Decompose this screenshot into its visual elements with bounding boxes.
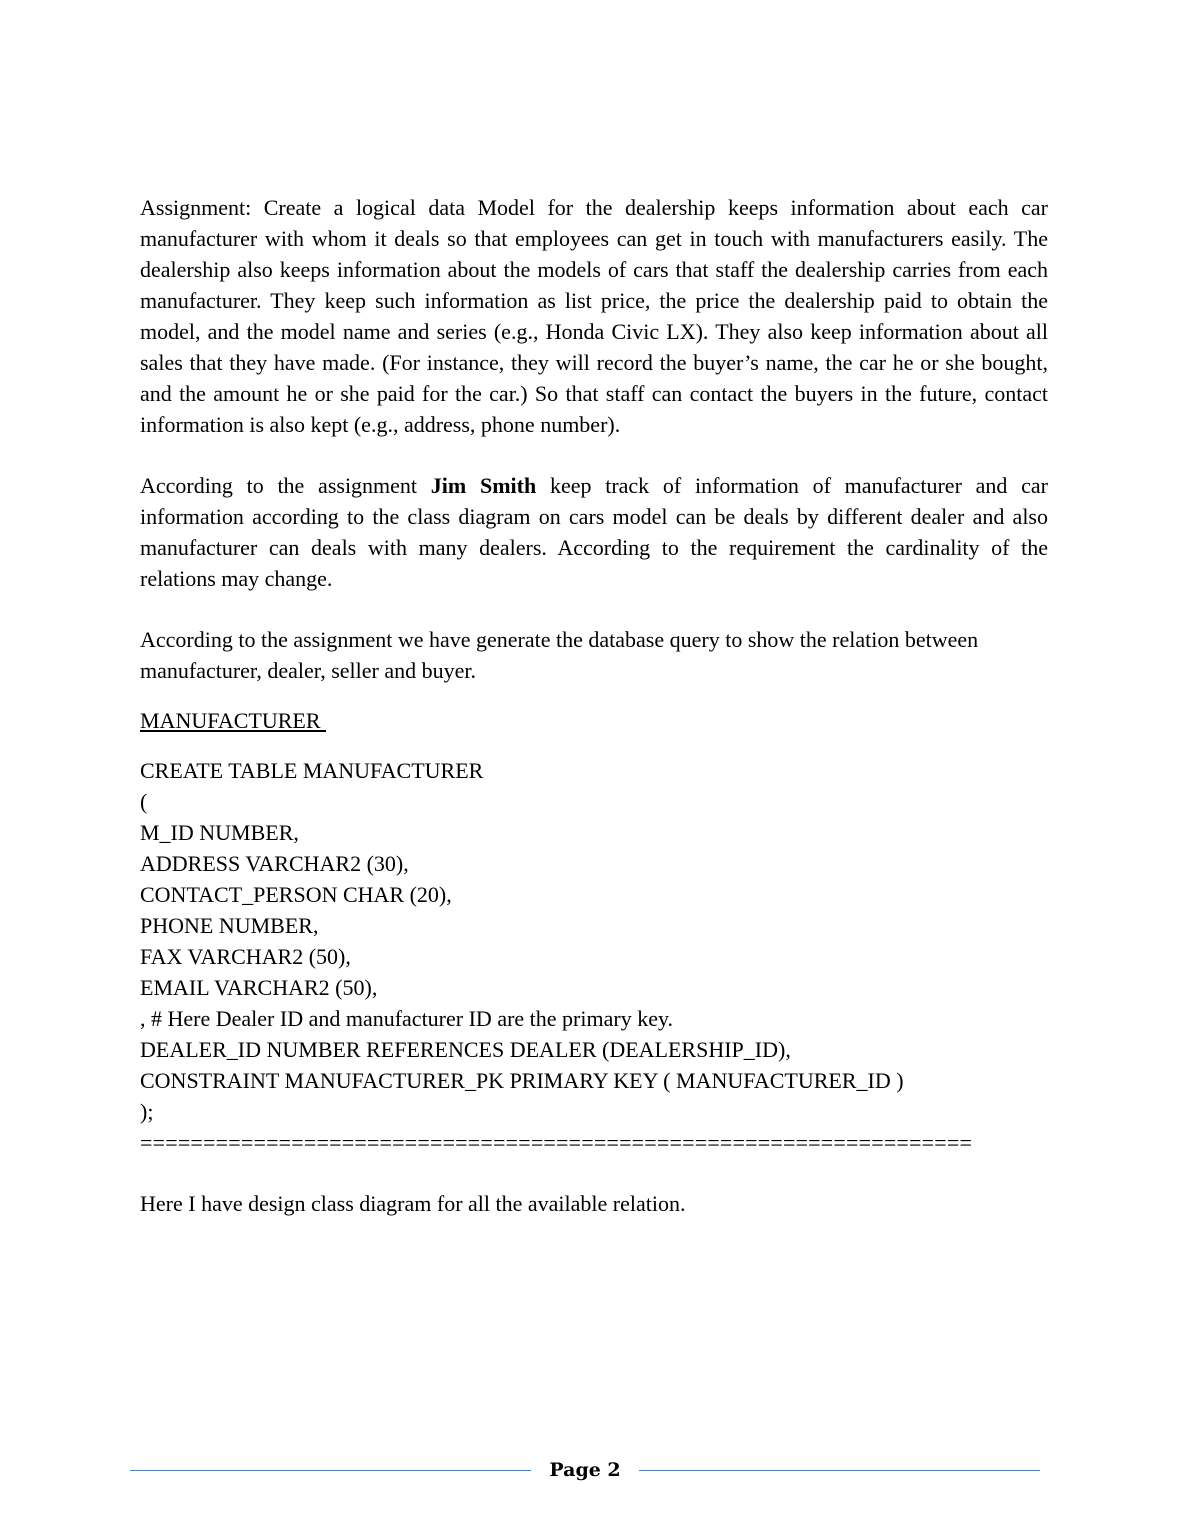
page-footer <box>130 1455 1040 1485</box>
code-line: ( <box>140 789 148 814</box>
assignment-paragraph: Assignment: Create a logical data Model for the dealership keeps information about each car manufacturer with whom it deals so that employees can get in touch with manufacturers easily. The dealership also keeps information about the models of cars that staff the dealership carries from each manufacturer. They keep such information as list price, the price the dealership paid to obtain the model, and the model name and series (e.g., Honda Civic LX). They also keep information about all sales that they have made. (For instance, they will record the buyer’s name, the car he or she bought, and the amount he or she paid for the car.) So that staff can contact the buyers in the future, contact information is also kept (e.g., address, phone number). <box>140 195 1048 437</box>
sql-code-block <box>140 755 1048 1158</box>
tracking-paragraph <box>140 470 1048 594</box>
closing-paragraph: Here I have design class diagram for all the available relation. <box>140 1191 686 1216</box>
code-line: ); <box>140 1099 154 1124</box>
tracking-prefix: According to the assignment <box>140 473 431 498</box>
footer-rule-left <box>130 1470 531 1471</box>
code-line: FAX VARCHAR2 (50), <box>140 944 351 969</box>
query-intro-line-1: According to the assignment we have generate the database query to show the relation between <box>140 627 979 652</box>
page-body <box>140 192 1048 1219</box>
author-name: Jim Smith <box>430 473 537 498</box>
code-line: CONSTRAINT MANUFACTURER_PK PRIMARY KEY ( MANUFACTURER_ID ) <box>140 1068 904 1093</box>
code-line: PHONE NUMBER, <box>140 913 319 938</box>
code-line: M_ID NUMBER, <box>140 820 299 845</box>
code-line: , # Here Dealer ID and manufacturer ID are the primary key. <box>140 1006 674 1031</box>
code-line: CREATE TABLE MANUFACTURER <box>140 758 484 783</box>
query-intro-line-2: manufacturer, dealer, seller and buyer. <box>140 658 477 683</box>
code-line: CONTACT_PERSON CHAR (20), <box>140 882 452 907</box>
equals-divider: ================================================================== <box>140 1130 973 1155</box>
tracking-suffix: keep track of information of manufacturer and car information according to the class diagram on cars model can be deals by different dealer and also manufacturer can deals with many dealers. According to the requirement the cardinality of the relations may change. <box>140 473 1048 591</box>
code-line: EMAIL VARCHAR2 (50), <box>140 975 378 1000</box>
query-intro-paragraph <box>140 624 1048 686</box>
code-line: ADDRESS VARCHAR2 (30), <box>140 851 409 876</box>
footer-rule-right <box>639 1470 1040 1471</box>
section-heading-manufacturer: MANUFACTURER <box>140 708 327 733</box>
code-line: DEALER_ID NUMBER REFERENCES DEALER (DEALERSHIP_ID), <box>140 1037 791 1062</box>
page-number: Page 2 <box>549 1459 621 1481</box>
